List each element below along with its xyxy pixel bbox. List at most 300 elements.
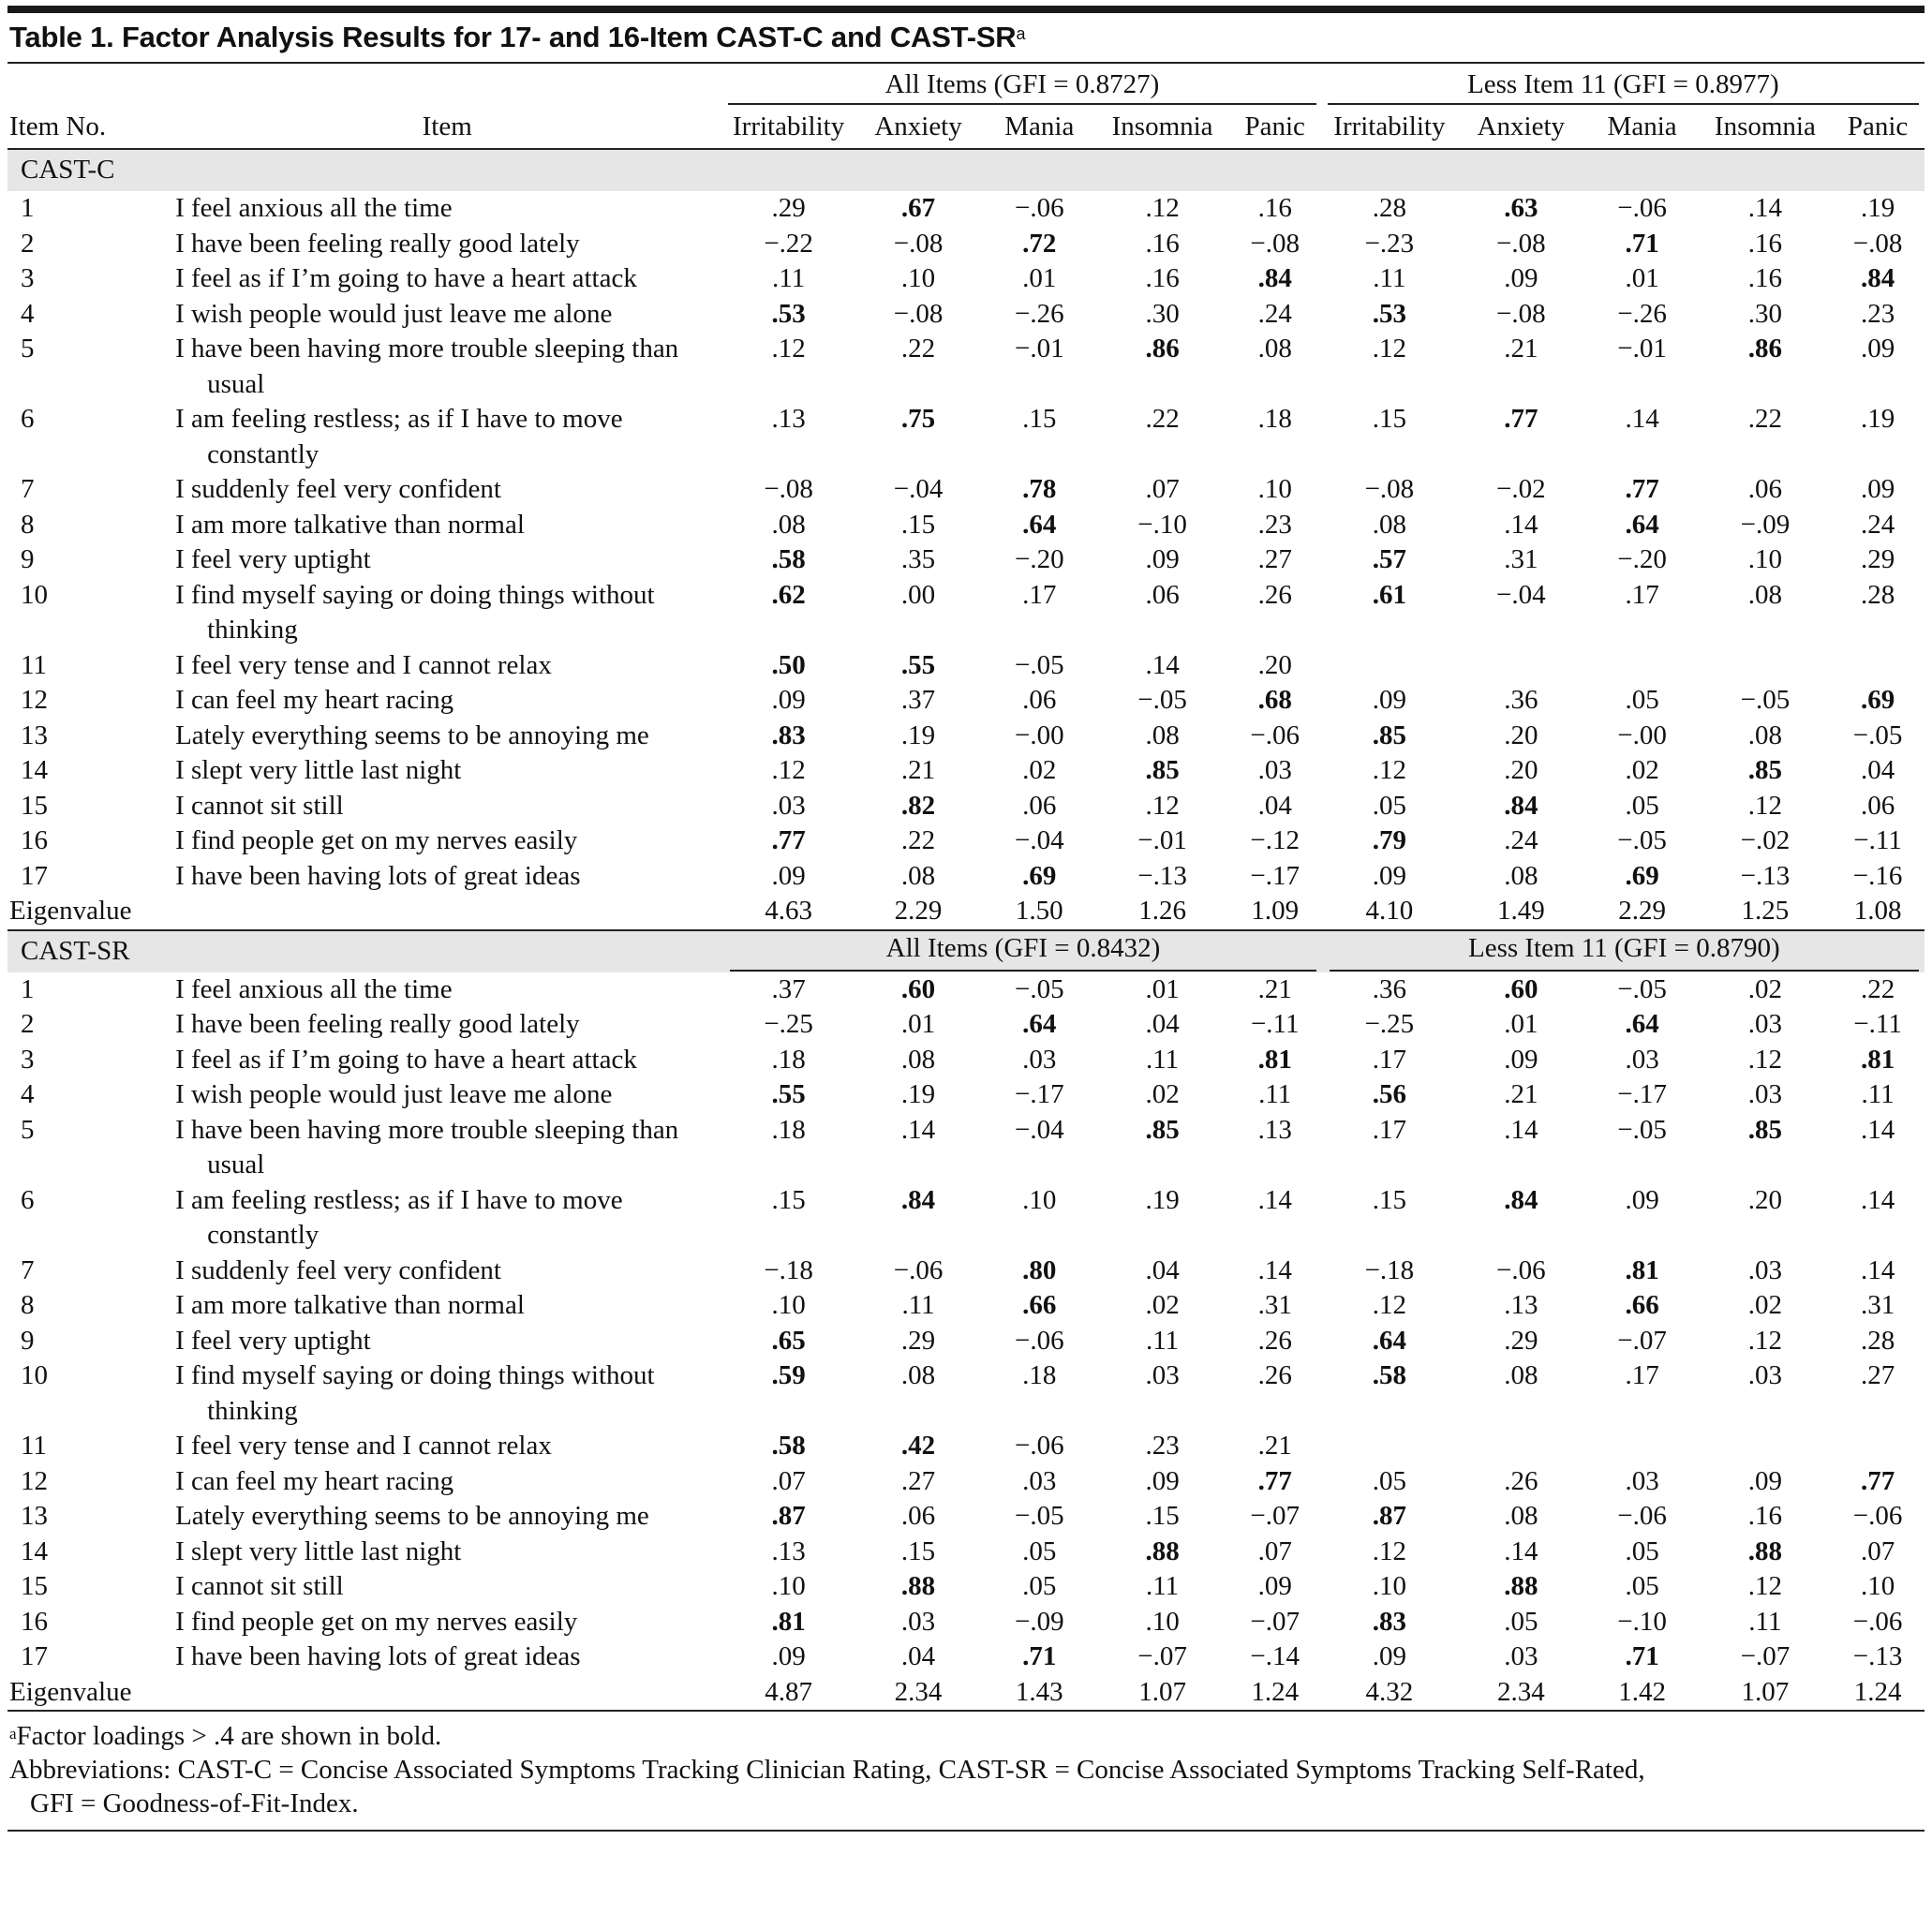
loading-value: .16 [1145,263,1180,293]
loading-value: .30 [1747,298,1783,329]
loading-value: .00 [900,579,936,610]
loading-cell [1322,789,1458,824]
loading-cell [1457,472,1584,508]
loading-value: −.01 [1015,334,1064,364]
loading-value: .09 [1257,1571,1292,1601]
footnotes [7,1719,1925,1820]
section-name: CAST-SR [7,930,722,972]
loading-cell [1322,648,1458,684]
item-text [171,1640,722,1675]
loading-value: −.11 [1853,825,1902,855]
loading-cell [1096,1464,1227,1500]
loading-value: .09 [771,860,806,891]
loading-value: −.08 [893,298,944,329]
loading-cell [1831,1077,1925,1113]
item-text [171,1043,722,1078]
loading-value: .03 [1257,755,1292,785]
loading-cell [1457,683,1584,719]
loading-cell [855,1429,982,1464]
loading-cell [1585,332,1700,402]
loading-cell [1322,508,1458,543]
loading-value: .05 [1625,1536,1659,1566]
loading-value-bold: .53 [771,298,806,329]
item-text-content: I am feeling restless; as if I have to move constantly [175,404,623,469]
loading-value: −.10 [1617,1606,1667,1637]
loading-value: .07 [771,1465,806,1496]
loading-value: .11 [901,1290,935,1320]
item-text-content: I slept very little last night [175,1536,462,1566]
loading-value: −.18 [1364,1254,1415,1285]
loading-cell [1585,1499,1700,1535]
loading-cell [1831,1007,1925,1043]
item-text [171,719,722,754]
abbreviations-line-2: GFI = Goodness-of-Fit-Index. [30,1788,359,1818]
item-text-content: I wish people would just leave me alone [175,1079,613,1109]
loading-value: .08 [1504,860,1538,891]
loading-value: .08 [1747,720,1783,750]
item-text [171,1358,722,1429]
item-text-content: I have been having more trouble sleeping than usual [175,334,679,399]
loading-cell [1585,683,1700,719]
loading-value: .21 [1504,1079,1538,1109]
loading-value: .11 [1861,1079,1895,1109]
item-text [171,261,722,297]
loading-cell [855,472,982,508]
loading-cell [1457,1007,1584,1043]
loading-value-bold: .63 [1504,193,1538,223]
loading-value: .06 [1747,474,1783,504]
top-rule [7,6,1925,13]
item-text [171,1605,722,1640]
loading-cell [722,1464,854,1500]
item-text-content: I suddenly feel very confident [175,474,501,504]
loading-value-bold: .64 [1625,509,1659,540]
loading-cell [1700,1183,1831,1254]
item-text [171,332,722,402]
loading-value: .04 [900,1641,936,1671]
loading-cell [1322,1077,1458,1113]
loading-cell [722,1569,854,1605]
loading-value: .10 [771,1290,806,1320]
loading-cell [1457,648,1584,684]
loading-cell [1700,261,1831,297]
item-text-content: I feel very uptight [175,1325,371,1356]
loading-value: .29 [900,1325,936,1356]
loading-value: .02 [1145,1079,1180,1109]
item-text-content: I am more talkative than normal [175,509,525,540]
footnote-a [9,1719,1925,1753]
loading-value: .02 [1022,755,1057,785]
loading-cell [1228,1007,1322,1043]
loading-value: −.04 [1496,579,1546,610]
loading-cell [1322,1007,1458,1043]
loading-cell [1831,472,1925,508]
loading-value: .05 [1504,1606,1538,1637]
item-text [171,1464,722,1500]
loading-value: .08 [1372,509,1406,540]
loading-cell [1322,1640,1458,1675]
loading-cell [1322,542,1458,578]
loading-cell [722,227,854,262]
loading-value: −.05 [1852,720,1903,750]
loading-value: .08 [1504,1501,1538,1531]
loading-value-bold: .67 [900,193,936,223]
loading-value-bold: .77 [1257,1465,1292,1496]
loading-cell [1831,859,1925,895]
item-text [171,1007,722,1043]
loading-value: .10 [900,263,936,293]
item-number: 7 [21,1254,35,1285]
loading-cell [1700,972,1831,1008]
loading-value: −.07 [1250,1606,1300,1637]
loading-value: .09 [1372,1641,1406,1671]
table-row [7,789,1925,824]
loading-cell [1457,1640,1584,1675]
table-row [7,578,1925,648]
loading-value: .10 [1860,1571,1895,1601]
loading-cell [1228,789,1322,824]
loading-value: −.16 [1852,860,1903,891]
loading-value: .21 [900,755,936,785]
loading-value: .22 [900,825,936,855]
loading-value: .14 [1860,1184,1895,1215]
loading-value: −.17 [1015,1079,1064,1109]
item-number: 2 [21,1009,35,1039]
loading-cell [1228,261,1322,297]
loading-value: .10 [1145,1606,1180,1637]
loading-value: .20 [1747,1184,1783,1215]
loading-cell [722,753,854,789]
loading-value: .16 [1747,228,1783,259]
table-row [7,1358,1925,1429]
loading-value: .05 [1022,1571,1057,1601]
item-text [171,191,722,227]
section-header-fill [722,149,1925,191]
loading-value-bold: .60 [900,973,936,1004]
loading-value-bold: .66 [1625,1290,1659,1320]
loading-value: .22 [900,334,936,364]
loading-value: .30 [1145,298,1180,329]
loading-value: .22 [1747,404,1783,434]
loading-cell [722,402,854,472]
loading-value: .09 [1372,860,1406,891]
loading-cell [1096,1499,1227,1535]
loading-cell [1322,972,1458,1008]
loading-cell [982,789,1096,824]
loading-value-bold: .62 [771,579,806,610]
eigenvalue-label: Eigenvalue [7,894,722,930]
item-text [171,789,722,824]
item-number: 17 [21,1641,48,1671]
loading-value: .14 [900,1114,936,1145]
loading-value: .03 [1625,1465,1659,1496]
loading-cell [1096,1358,1227,1429]
loading-value: .14 [1860,1114,1895,1145]
loading-value-bold: .77 [1625,474,1659,504]
loading-cell [1228,508,1322,543]
loading-cell [982,1324,1096,1359]
loading-cell [855,789,982,824]
loading-value: .29 [1504,1325,1538,1356]
loading-cell [1831,1535,1925,1570]
loading-cell [1457,1183,1584,1254]
loading-cell [1831,227,1925,262]
loading-cell [1700,789,1831,824]
loading-value-bold: .88 [900,1571,936,1601]
loading-value: .28 [1860,579,1895,610]
item-number: 6 [21,404,35,434]
item-text [171,859,722,895]
loading-cell [855,1464,982,1500]
loading-value: .13 [1504,1290,1538,1320]
loading-value: .01 [1625,263,1659,293]
loading-value: .11 [772,263,806,293]
loading-value: .01 [1145,973,1180,1004]
column-header-row [7,105,1925,149]
loading-value: .03 [1747,1360,1783,1390]
loading-cell [1228,1640,1322,1675]
item-text-content: Lately everything seems to be annoying me [175,1501,649,1531]
loading-value: −.05 [1740,685,1791,715]
loading-cell [982,1007,1096,1043]
loading-value: .02 [1145,1290,1180,1320]
loading-value: .37 [771,973,806,1004]
loading-value: .08 [1504,1360,1538,1390]
loading-value: .31 [1504,544,1538,574]
loading-cell [722,823,854,859]
loading-cell [1322,719,1458,754]
item-text-content: I feel very tense and I cannot relax [175,1431,552,1461]
loading-value: .36 [1504,685,1538,715]
loading-cell [1831,191,1925,227]
loading-value-bold: .55 [900,649,936,680]
loading-value: .03 [771,790,806,821]
item-text [171,1324,722,1359]
loading-value: −.06 [1852,1606,1903,1637]
loading-cell [1585,1007,1700,1043]
loading-cell [1228,1077,1322,1113]
loading-value: .15 [1372,404,1406,434]
loading-cell [982,972,1096,1008]
loading-cell [1831,1569,1925,1605]
loading-value: .14 [1504,1114,1538,1145]
footnote-a-marker: a [9,1725,17,1743]
loading-cell [1457,1464,1584,1500]
loading-value: .06 [1145,579,1180,610]
table-row [7,972,1925,1008]
loading-value: −.06 [893,1254,944,1285]
section-header-row [7,930,1925,972]
loading-cell [1700,823,1831,859]
item-text-content: I feel as if I’m going to have a heart attack [175,263,637,293]
loading-cell [1096,332,1227,402]
loading-cell [1096,1569,1227,1605]
loading-cell [1322,1254,1458,1289]
item-text [171,753,722,789]
item-text [171,1077,722,1113]
loading-value: .11 [1146,1325,1180,1356]
loading-cell [1831,1429,1925,1464]
loading-cell [1228,297,1322,333]
eigenvalue-cell: 1.24 [1228,1675,1322,1712]
item-number: 15 [21,790,48,821]
loading-value: .07 [1257,1536,1292,1566]
item-text [171,1499,722,1535]
loading-value: .08 [1145,720,1180,750]
loading-cell [1700,578,1831,648]
item-text-content: I can feel my heart racing [175,1465,454,1496]
table-row [7,332,1925,402]
loading-value: −.05 [1617,825,1667,855]
item-text [171,227,722,262]
loading-cell [722,508,854,543]
loading-cell [982,753,1096,789]
col-anxiety: Anxiety [855,105,982,149]
table-row [7,1254,1925,1289]
loading-value: .11 [1146,1571,1180,1601]
loading-value: .26 [1257,579,1292,610]
loading-value: .03 [1022,1465,1057,1496]
loading-cell [1585,1569,1700,1605]
loading-value: .12 [1372,334,1406,364]
table-row [7,719,1925,754]
loading-value: .27 [900,1465,936,1496]
loading-value: .09 [1372,685,1406,715]
loading-value: −.08 [1852,228,1903,259]
loading-cell [1228,1358,1322,1429]
loading-value: −.01 [1617,334,1667,364]
loading-value: .06 [900,1501,936,1531]
loading-cell [1457,1429,1584,1464]
loading-value: −.06 [1250,720,1300,750]
loading-cell [1096,227,1227,262]
loading-cell [1096,542,1227,578]
loading-cell [855,297,982,333]
loading-value: .17 [1372,1044,1406,1075]
loading-cell [1322,1605,1458,1640]
eigenvalue-cell: 1.49 [1457,894,1584,930]
loading-value-bold: .69 [1022,860,1057,891]
loading-cell [1228,972,1322,1008]
loading-cell [1322,402,1458,472]
col-panic: Panic [1831,105,1925,149]
item-text-content: I wish people would just leave me alone [175,298,613,329]
loading-value: −.07 [1617,1325,1667,1356]
loading-value: .15 [771,1184,806,1215]
loading-cell [1457,1043,1584,1078]
loading-cell [1457,789,1584,824]
loading-cell [1228,1535,1322,1570]
item-number: 9 [21,544,35,574]
loading-value: .37 [900,685,936,715]
col-insomnia: Insomnia [1096,105,1227,149]
loading-value-bold: .56 [1372,1079,1406,1109]
loading-cell [1700,1043,1831,1078]
loading-value: .14 [1257,1184,1292,1215]
loading-value-bold: .58 [771,1431,806,1461]
loading-value: −.13 [1137,860,1187,891]
loading-value: .05 [1625,790,1659,821]
loading-cell [1228,542,1322,578]
loading-value: .18 [1257,404,1292,434]
loading-value: −.25 [764,1009,813,1039]
group-all-items: All Items (GFI = 0.8432) [730,931,1315,972]
loading-cell [1322,1569,1458,1605]
loading-value: .08 [1257,334,1292,364]
item-text-content: I am more talkative than normal [175,1290,525,1320]
item-number: 5 [21,334,35,364]
loading-cell [1322,578,1458,648]
loading-cell [1585,402,1700,472]
loading-cell [1096,1007,1227,1043]
loading-value: .23 [1860,298,1895,329]
item-text-content: I find myself saying or doing things without thinking [175,1360,655,1426]
loading-value: .16 [1145,228,1180,259]
table-title [7,13,1925,62]
loading-cell [1322,1499,1458,1535]
loading-cell [982,1358,1096,1429]
table-row [7,227,1925,262]
loading-value-bold: .81 [1257,1044,1292,1075]
group-all-items-cast-c: All Items (GFI = 0.8727) [728,69,1315,105]
loading-cell [1322,823,1458,859]
loading-cell [1228,472,1322,508]
loading-value-bold: .71 [1022,1641,1057,1671]
loading-value-bold: .64 [1625,1009,1659,1039]
loading-value: .05 [1625,1571,1659,1601]
loading-cell [1831,1183,1925,1254]
loading-cell [855,508,982,543]
loading-value: .16 [1257,193,1292,223]
loading-cell [1700,297,1831,333]
loading-value-bold: .57 [1372,544,1406,574]
item-text [171,1254,722,1289]
loading-cell [982,297,1096,333]
loading-cell [982,1640,1096,1675]
item-text [171,402,722,472]
loading-value: .18 [1022,1360,1057,1390]
loading-value: −.06 [1617,1501,1667,1531]
loading-cell [1228,1499,1322,1535]
loading-cell [982,1113,1096,1183]
loading-cell [1585,1254,1700,1289]
eigenvalue-cell: 1.07 [1096,1675,1227,1712]
group-header-row [7,63,1925,105]
loading-cell [1831,753,1925,789]
document-page [7,0,1925,1832]
loading-cell [1322,261,1458,297]
loading-value: .02 [1625,755,1659,785]
table-row [7,472,1925,508]
loading-cell [722,1324,854,1359]
loading-value: −.26 [1617,298,1667,329]
loading-cell [1228,332,1322,402]
loading-cell [855,1113,982,1183]
loading-cell [1831,1499,1925,1535]
loading-cell [722,297,854,333]
loading-value-bold: .88 [1145,1536,1180,1566]
loading-cell [982,402,1096,472]
loading-cell [1831,1043,1925,1078]
group-less-item11: Less Item 11 (GFI = 0.8790) [1330,931,1919,972]
item-text [171,1535,722,1570]
loading-value: .08 [1747,579,1783,610]
loading-cell [722,1358,854,1429]
loading-cell [1585,542,1700,578]
loading-cell [722,1043,854,1078]
loading-value: .12 [1372,1536,1406,1566]
item-text-content: I can feel my heart racing [175,685,454,715]
